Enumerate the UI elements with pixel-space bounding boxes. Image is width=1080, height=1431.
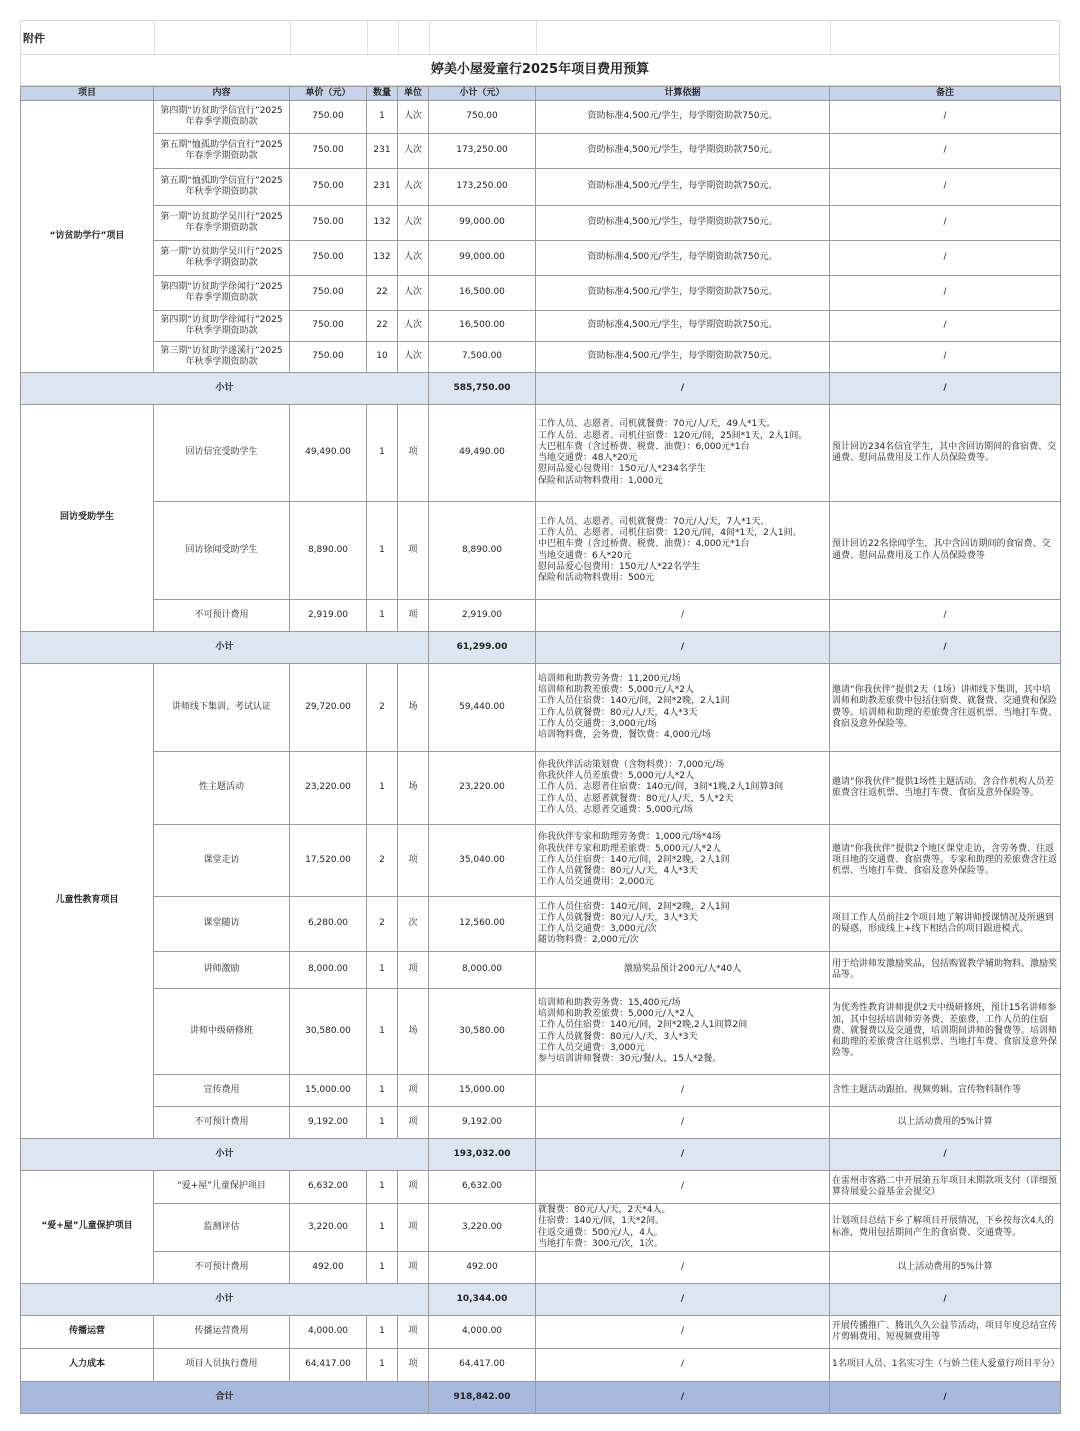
basis-line: 工作人员交通费：3,000元/场	[538, 718, 657, 729]
content-cell: 监测评估	[154, 1204, 290, 1252]
content-cell: “爱+屋”儿童保护项目	[154, 1171, 290, 1204]
unit-cell: 项	[398, 825, 429, 897]
subtotal-amount: 193,032.00	[429, 1139, 536, 1171]
budget-row	[21, 241, 1061, 276]
basis-line: 住宿费：140元/间，1天*2间。	[538, 1216, 665, 1227]
unit-cell: 人次	[398, 241, 429, 276]
remark-cell: 开展传播推广、腾讯久久公益节活动，项目年度总结宣传片剪辑费用、短视频费用等	[830, 1316, 1061, 1349]
calculation-basis-cell	[536, 1252, 830, 1284]
project-name-cell: “爱+屋”儿童保护项目	[21, 1171, 154, 1284]
calculation-basis-cell	[536, 502, 830, 600]
unit-price-cell: 15,000.00	[290, 1075, 367, 1107]
quantity-cell: 1	[367, 405, 398, 502]
column-header: 单位	[398, 87, 429, 101]
unit-price-cell: 750.00	[290, 169, 367, 206]
column-header: 计算依据	[536, 87, 830, 101]
subtotal-row	[21, 1284, 1061, 1316]
subtotal-cell: 12,560.00	[429, 897, 536, 952]
remark-cell: /	[830, 241, 1061, 276]
budget-row	[21, 825, 1061, 897]
calculation-basis-cell	[536, 1316, 830, 1349]
header-row	[21, 87, 1061, 101]
basis-line: 资助标准4,500元/学生，每学期资助款750元。	[587, 351, 778, 362]
basis-line: 工作人员就餐费：80元/人/天，3人*3天	[538, 1031, 698, 1042]
basis-line: 资助标准4,500元/学生，每学期资助款750元。	[587, 252, 778, 263]
calculation-basis-cell	[536, 276, 830, 311]
budget-row	[21, 342, 1061, 373]
grand-total-amount: 918,842.00	[429, 1382, 536, 1414]
unit-price-cell: 492.00	[290, 1252, 367, 1284]
subtotal-note: /	[830, 632, 1061, 664]
subtotal-cell: 173,250.00	[429, 169, 536, 206]
budget-row	[21, 600, 1061, 632]
project-name-cell: 回访受助学生	[21, 405, 154, 632]
subtotal-cell: 8,890.00	[429, 502, 536, 600]
subtotal-label: 小计	[21, 1139, 429, 1171]
unit-cell: 项	[398, 1252, 429, 1284]
column-header: 单价（元）	[290, 87, 367, 101]
remark-cell: 项目工作人员前往2个项目地了解讲师授课情况及所遇到的疑惑，形成线上+线下相结合的项目跟进模式。	[830, 897, 1061, 952]
basis-line: 工作人员就餐费：80元/人/天，4人*3天	[538, 707, 698, 718]
unit-cell: 项	[398, 1204, 429, 1252]
remark-cell: 含性主题活动跟拍、视频剪辑、宣传物料制作等	[830, 1075, 1061, 1107]
subtotal-cell: 9,192.00	[429, 1107, 536, 1139]
subtotal-row	[21, 1139, 1061, 1171]
budget-row	[21, 664, 1061, 752]
basis-line: 工作人员交通费用：2,000元	[538, 877, 654, 888]
basis-line: /	[680, 1359, 685, 1370]
basis-line: 工作人员住宿费：140元/间，2间*2晚，2人1间	[538, 901, 730, 912]
basis-line: 资助标准4,500元/学生，每学期资助款750元。	[587, 145, 778, 156]
calculation-basis-cell	[536, 1204, 830, 1252]
unit-cell: 项	[398, 1171, 429, 1204]
unit-price-cell: 49,490.00	[290, 405, 367, 502]
grand-total-basis: /	[536, 1382, 830, 1414]
basis-line: 保险和活动物料费用：1,000元	[538, 475, 663, 486]
budget-row	[21, 276, 1061, 311]
subtotal-cell: 64,417.00	[429, 1349, 536, 1382]
unit-cell: 人次	[398, 342, 429, 373]
basis-line: 你我伙伴人员差旅费：5,000元/人*2人	[538, 771, 695, 782]
calculation-basis-cell	[536, 752, 830, 825]
budget-row	[21, 311, 1061, 342]
unit-price-cell: 8,000.00	[290, 952, 367, 989]
budget-row	[21, 1349, 1061, 1382]
basis-line: 资助标准4,500元/学生，每学期资助款750元。	[587, 287, 778, 298]
calculation-basis-cell	[536, 311, 830, 342]
basis-line: 工作人员就餐费：80元/人/天，3人*3天	[538, 912, 698, 923]
unit-cell: 人次	[398, 276, 429, 311]
content-cell: 第三期“访贫助学遂溪行”2025年秋季学期资助款	[154, 342, 290, 373]
basis-line: 培训师和助教劳务费：11,200元/场	[538, 673, 681, 684]
basis-line: 你我伙伴专家和助理差旅费：5,000元/人*2人	[538, 843, 722, 854]
quantity-cell: 1	[367, 600, 398, 632]
remark-cell: 邀请“你我伙伴”提供1场性主题活动。含合作机构人员差旅费含往返机票、当地打车费、食宿及意外保险等。	[830, 752, 1061, 825]
subtotal-cell: 49,490.00	[429, 405, 536, 502]
basis-line: 工作人员、志愿者交通费：5,000元/场	[538, 804, 693, 815]
budget-row	[21, 1316, 1061, 1349]
content-cell: 回访徐闻受助学生	[154, 502, 290, 600]
content-cell: 不可预计费用	[154, 600, 290, 632]
subtotal-label: 小计	[21, 632, 429, 664]
quantity-cell: 1	[367, 1316, 398, 1349]
unit-price-cell: 64,417.00	[290, 1349, 367, 1382]
column-header: 项目	[21, 87, 154, 101]
unit-price-cell: 4,000.00	[290, 1316, 367, 1349]
budget-row	[21, 101, 1061, 134]
unit-cell: 人次	[398, 311, 429, 342]
quantity-cell: 2	[367, 664, 398, 752]
calculation-basis-cell	[536, 241, 830, 276]
grand-total-note: /	[830, 1382, 1061, 1414]
grand-total-label: 合计	[21, 1382, 429, 1414]
subtotal-cell: 7,500.00	[429, 342, 536, 373]
content-cell: 第四期“访贫助学徐闻行”2025年春季学期资助款	[154, 276, 290, 311]
basis-line: /	[680, 1181, 685, 1192]
budget-row	[21, 952, 1061, 989]
calculation-basis-cell	[536, 1075, 830, 1107]
basis-line: 慰问品爱心包费用：150元/人*234名学生	[538, 464, 706, 475]
calculation-basis-cell	[536, 206, 830, 241]
basis-line: 资助标准4,500元/学生，每学期资助款750元。	[587, 320, 778, 331]
basis-line: 你我伙伴专家和助理劳务费：1,000元/场*4场	[538, 832, 722, 843]
remark-cell: /	[830, 101, 1061, 134]
remark-cell: /	[830, 276, 1061, 311]
budget-row	[21, 752, 1061, 825]
subtotal-amount: 61,299.00	[429, 632, 536, 664]
subtotal-cell: 3,220.00	[429, 1204, 536, 1252]
quantity-cell: 1	[367, 1075, 398, 1107]
subtotal-basis: /	[536, 1284, 830, 1316]
project-name-cell: 传播运营	[21, 1316, 154, 1349]
unit-cell: 项	[398, 1349, 429, 1382]
unit-cell: 项	[398, 952, 429, 989]
unit-price-cell: 750.00	[290, 206, 367, 241]
unit-price-cell: 9,192.00	[290, 1107, 367, 1139]
remark-cell: 邀请“你我伙伴”提供2个地区课堂走访，含劳务费、往返项目地的交通费、食宿费等。专家和助理的差旅费含往返机票、当地打车费、食宿及意外保险等。	[830, 825, 1061, 897]
basis-line: 资助标准4,500元/学生，每学期资助款750元。	[587, 111, 778, 122]
content-cell: 宣传费用	[154, 1075, 290, 1107]
unit-price-cell: 2,919.00	[290, 600, 367, 632]
remark-cell: 以上活动费用的5%计算	[830, 1107, 1061, 1139]
quantity-cell: 1	[367, 502, 398, 600]
content-cell: 第五期“恤孤助学信宜行”2025年春季学期资助款	[154, 134, 290, 169]
unit-price-cell: 30,580.00	[290, 989, 367, 1075]
basis-line: 培训师和助教差旅费：5,000元/人*2人	[538, 1009, 695, 1019]
unit-price-cell: 17,520.00	[290, 825, 367, 897]
unit-cell: 项	[398, 502, 429, 600]
unit-cell: 人次	[398, 134, 429, 169]
calculation-basis-cell	[536, 1349, 830, 1382]
quantity-cell: 1	[367, 1252, 398, 1284]
calculation-basis-cell	[536, 664, 830, 752]
basis-line: 工作人员住宿费：140元/间，2间*2晚，2人1间	[538, 854, 730, 865]
budget-row	[21, 169, 1061, 206]
unit-price-cell: 750.00	[290, 342, 367, 373]
content-cell: 第五期“恤孤助学信宜行”2025年秋季学期资助款	[154, 169, 290, 206]
subtotal-row	[21, 373, 1061, 405]
basis-line: 工作人员住宿费：140元/间，2间*2晚，2人1间	[538, 696, 730, 707]
calculation-basis-cell	[536, 989, 830, 1075]
project-name-cell: 人力成本	[21, 1349, 154, 1382]
column-header: 数量	[367, 87, 398, 101]
basis-line: 中巴租车费（含过桥费、税费、油费）：4,000元*1台	[538, 539, 750, 550]
spreadsheet	[20, 20, 1060, 1414]
remark-cell: /	[830, 342, 1061, 373]
remark-cell: 为优秀性教育讲师提供2天中级研修班，预计15名讲师参加，其中包括培训师劳务费、差旅费，工作人员的住宿费、就餐费以及交通费，培训期间讲师的餐费等。培训师和助理的差旅费含往返机票、当地打车费、食宿及意外保险等。	[830, 989, 1061, 1075]
content-cell: 项目人员执行费用	[154, 1349, 290, 1382]
remark-cell: /	[830, 206, 1061, 241]
remark-cell: 计划项目总结下乡了解项目开展情况，下乡按每次4人的标准，费用包括期间产生的食宿费、交通费等。	[830, 1204, 1061, 1252]
unit-price-cell: 750.00	[290, 241, 367, 276]
subtotal-cell: 16,500.00	[429, 311, 536, 342]
content-cell: 讲师中级研修班	[154, 989, 290, 1075]
calculation-basis-cell	[536, 1107, 830, 1139]
subtotal-cell: 750.00	[429, 101, 536, 134]
remark-cell: /	[830, 600, 1061, 632]
unit-price-cell: 750.00	[290, 134, 367, 169]
content-cell: 讲师线下集训、考试认证	[154, 664, 290, 752]
content-cell: 第四期“访贫助学徐闻行”2025年秋季学期资助款	[154, 311, 290, 342]
quantity-cell: 1	[367, 1171, 398, 1204]
quantity-cell: 1	[367, 752, 398, 825]
content-cell: 不可预计费用	[154, 1252, 290, 1284]
remark-cell: 1名项目人员、1名实习生（与娇兰佳人爱童行项目平分）	[830, 1349, 1061, 1382]
unit-cell: 项	[398, 1107, 429, 1139]
unit-cell: 项	[398, 600, 429, 632]
unit-cell: 场	[398, 664, 429, 752]
budget-row	[21, 1107, 1061, 1139]
unit-cell: 项	[398, 405, 429, 502]
basis-line: 你我伙伴活动策划费（含物料费）：7,000元/场	[538, 759, 725, 770]
basis-line: 工作人员交通费：3,000元/次	[538, 924, 657, 934]
content-cell: 第一期“访贫助学吴川行”2025年春季学期资助款	[154, 206, 290, 241]
remark-cell: 邀请“你我伙伴”提供2天（1场）讲师线下集训，其中培训师和助教差旅费中包括住宿费、就餐费、交通费和保险费等。培训师和助理的差旅费含往返机票、当地打车费、食宿及意外保险等。	[830, 664, 1061, 752]
column-header: 小计（元）	[429, 87, 536, 101]
basis-line: /	[680, 609, 685, 620]
content-cell: 回访信宜受助学生	[154, 405, 290, 502]
subtotal-label: 小计	[21, 1284, 429, 1316]
subtotal-basis: /	[536, 1139, 830, 1171]
quantity-cell: 2	[367, 897, 398, 952]
subtotal-cell: 99,000.00	[429, 241, 536, 276]
basis-line: 工作人员住宿费：140元/间，2间*2晚,2人1间算2间	[538, 1020, 748, 1031]
table-body	[21, 101, 1061, 1414]
budget-row	[21, 1171, 1061, 1204]
content-cell: 不可预计费用	[154, 1107, 290, 1139]
remark-cell: /	[830, 169, 1061, 206]
unit-cell: 场	[398, 989, 429, 1075]
budget-row	[21, 897, 1061, 952]
basis-line: 资助标准4,500元/学生，每学期资助款750元。	[587, 217, 778, 228]
attachment-label: 附件	[23, 32, 45, 45]
subtotal-cell: 35,040.00	[429, 825, 536, 897]
basis-line: 大巴租车费（含过桥费、税费、油费）：6,000元*1台	[538, 441, 750, 452]
unit-price-cell: 3,220.00	[290, 1204, 367, 1252]
basis-line: 往返交通费：500元/人，4人。	[538, 1227, 663, 1238]
calculation-basis-cell	[536, 169, 830, 206]
content-cell: 课堂走访	[154, 825, 290, 897]
quantity-cell: 22	[367, 276, 398, 311]
unit-price-cell: 8,890.00	[290, 502, 367, 600]
basis-line: 当地交通费：48人*20元	[538, 453, 638, 463]
basis-line: 资助标准4,500元/学生，每学期资助款750元。	[587, 181, 778, 192]
quantity-cell: 132	[367, 206, 398, 241]
basis-line: 工作人员、志愿者就餐费：80元/人/天，5人*2天	[538, 793, 734, 804]
quantity-cell: 22	[367, 311, 398, 342]
subtotal-cell: 99,000.00	[429, 206, 536, 241]
quantity-cell: 1	[367, 1107, 398, 1139]
budget-row	[21, 134, 1061, 169]
subtotal-cell: 15,000.00	[429, 1075, 536, 1107]
column-header: 备注	[830, 87, 1061, 101]
subtotal-cell: 8,000.00	[429, 952, 536, 989]
basis-line: 工作人员、志愿者、司机就餐费：70元/人/天，49人*1天。	[538, 419, 776, 430]
budget-row	[21, 206, 1061, 241]
subtotal-cell: 59,440.00	[429, 664, 536, 752]
content-cell: 性主题活动	[154, 752, 290, 825]
subtotal-cell: 16,500.00	[429, 276, 536, 311]
basis-line: /	[680, 1261, 685, 1272]
column-header: 内容	[154, 87, 290, 101]
calculation-basis-cell	[536, 134, 830, 169]
remark-cell: 用于给讲师发激励奖品，包括购置教学辅助物料、激励奖品等。	[830, 952, 1061, 989]
subtotal-label: 小计	[21, 373, 429, 405]
quantity-cell: 2	[367, 825, 398, 897]
content-cell: 传播运营费用	[154, 1316, 290, 1349]
unit-price-cell: 29,720.00	[290, 664, 367, 752]
quantity-cell: 10	[367, 342, 398, 373]
calculation-basis-cell	[536, 600, 830, 632]
basis-line: 激励奖品预计200元/人*40人	[623, 964, 742, 975]
remark-cell: 预计回访22名徐闻学生，其中含回访期间的食宿费、交通费、慰问品费用及工作人员保险费等	[830, 502, 1061, 600]
unit-cell: 次	[398, 897, 429, 952]
budget-row	[21, 989, 1061, 1075]
content-cell: 讲师激励	[154, 952, 290, 989]
basis-line: 随访物料费：2,000元/次	[538, 935, 639, 946]
remark-cell: /	[830, 134, 1061, 169]
unit-price-cell: 750.00	[290, 101, 367, 134]
basis-line: 工作人员、志愿者、司机住宿费：120元/间，25间*1天，2人1间。	[538, 430, 808, 441]
subtotal-note: /	[830, 1284, 1061, 1316]
basis-line: 培训师和助教差旅费：5,000元/人*2人	[538, 685, 695, 695]
subtotal-cell: 30,580.00	[429, 989, 536, 1075]
calculation-basis-cell	[536, 952, 830, 989]
budget-row	[21, 502, 1061, 600]
calculation-basis-cell	[536, 825, 830, 897]
budget-row	[21, 405, 1061, 502]
basis-line: 当地交通费：6人*20元	[538, 550, 632, 561]
quantity-cell: 231	[367, 134, 398, 169]
remark-cell: 预计回访234名信宜学生，其中含回访期间的食宿费、交通费、慰问品费用及工作人员保险费等。	[830, 405, 1061, 502]
basis-line: 工作人员就餐费：80元/人/天，4人*3天	[538, 866, 698, 877]
subtotal-cell: 6,632.00	[429, 1171, 536, 1204]
subtotal-note: /	[830, 373, 1061, 405]
unit-price-cell: 6,280.00	[290, 897, 367, 952]
calculation-basis-cell	[536, 897, 830, 952]
calculation-basis-cell	[536, 1171, 830, 1204]
subtotal-amount: 585,750.00	[429, 373, 536, 405]
quantity-cell: 1	[367, 1349, 398, 1382]
unit-price-cell: 750.00	[290, 311, 367, 342]
basis-line: /	[680, 1116, 685, 1127]
subtotal-cell: 23,220.00	[429, 752, 536, 825]
grand-total-row	[21, 1382, 1061, 1414]
budget-row	[21, 1075, 1061, 1107]
subtotal-basis: /	[536, 632, 830, 664]
basis-line: 工作人员、志愿者、司机就餐费：70元/人/天，7人*1天。	[538, 516, 770, 527]
unit-price-cell: 6,632.00	[290, 1171, 367, 1204]
calculation-basis-cell	[536, 342, 830, 373]
unit-price-cell: 750.00	[290, 276, 367, 311]
subtotal-cell: 4,000.00	[429, 1316, 536, 1349]
project-name-cell: “访贫助学行”项目	[21, 101, 154, 373]
budget-row	[21, 1204, 1061, 1252]
calculation-basis-cell	[536, 101, 830, 134]
budget-table	[20, 86, 1061, 1414]
calculation-basis-cell	[536, 405, 830, 502]
subtotal-cell: 173,250.00	[429, 134, 536, 169]
basis-line: 参与培训讲师餐费：30元/餐/人，15人*2餐。	[538, 1054, 722, 1064]
content-cell: 课堂随访	[154, 897, 290, 952]
quantity-cell: 231	[367, 169, 398, 206]
quantity-cell: 1	[367, 1204, 398, 1252]
content-cell: 第四期“访贫助学信宜行”2025年春季学期资助款	[154, 101, 290, 134]
page-title: 婷美小屋爱童行2025年项目费用预算	[20, 55, 1060, 86]
basis-line: 工作人员、志愿者住宿费：140元/间，3间*1晚,2人1间算3间	[538, 782, 784, 793]
remark-cell: 在雷州市客路二中开展第五年项目末期款项支付（详细预算待展爱公益基金会提交）	[830, 1171, 1061, 1204]
unit-cell: 项	[398, 1075, 429, 1107]
unit-cell: 人次	[398, 169, 429, 206]
unit-cell: 人次	[398, 206, 429, 241]
subtotal-cell: 2,919.00	[429, 600, 536, 632]
project-name-cell: 儿童性教育项目	[21, 664, 154, 1139]
basis-line: 当地打车费：300元/次，1次。	[538, 1238, 663, 1249]
basis-line: 培训师和助教劳务费：15,400元/场	[538, 997, 681, 1008]
subtotal-cell: 492.00	[429, 1252, 536, 1284]
basis-line: 培训物料费，会务费，餐饮费：4,000元/场	[538, 730, 711, 740]
basis-line: /	[680, 1326, 685, 1337]
remark-cell: 以上活动费用的5%计算	[830, 1252, 1061, 1284]
subtotal-note: /	[830, 1139, 1061, 1171]
quantity-cell: 1	[367, 952, 398, 989]
basis-line: 工作人员、志愿者、司机住宿费：120元/间，4间*1天，2人1间。	[538, 528, 802, 538]
quantity-cell: 1	[367, 989, 398, 1075]
subtotal-amount: 10,344.00	[429, 1284, 536, 1316]
content-cell: 第一期“访贫助学吴川行”2025年秋季学期资助款	[154, 241, 290, 276]
remark-cell: /	[830, 311, 1061, 342]
subtotal-basis: /	[536, 373, 830, 405]
quantity-cell: 132	[367, 241, 398, 276]
unit-cell: 人次	[398, 101, 429, 134]
basis-line: 就餐费：80元/人/天，2天*4人。	[538, 1205, 671, 1215]
unit-cell: 场	[398, 752, 429, 825]
attachment-row	[20, 20, 1060, 55]
budget-row	[21, 1252, 1061, 1284]
basis-line: 保险和活动物料费用：500元	[538, 573, 655, 583]
subtotal-row	[21, 632, 1061, 664]
unit-price-cell: 23,220.00	[290, 752, 367, 825]
basis-line: 慰问品爱心包费用：150元/人*22名学生	[538, 561, 701, 572]
quantity-cell: 1	[367, 101, 398, 134]
basis-line: /	[680, 1084, 685, 1095]
unit-cell: 项	[398, 1316, 429, 1349]
basis-line: 工作人员交通费：3,000元	[538, 1042, 645, 1053]
